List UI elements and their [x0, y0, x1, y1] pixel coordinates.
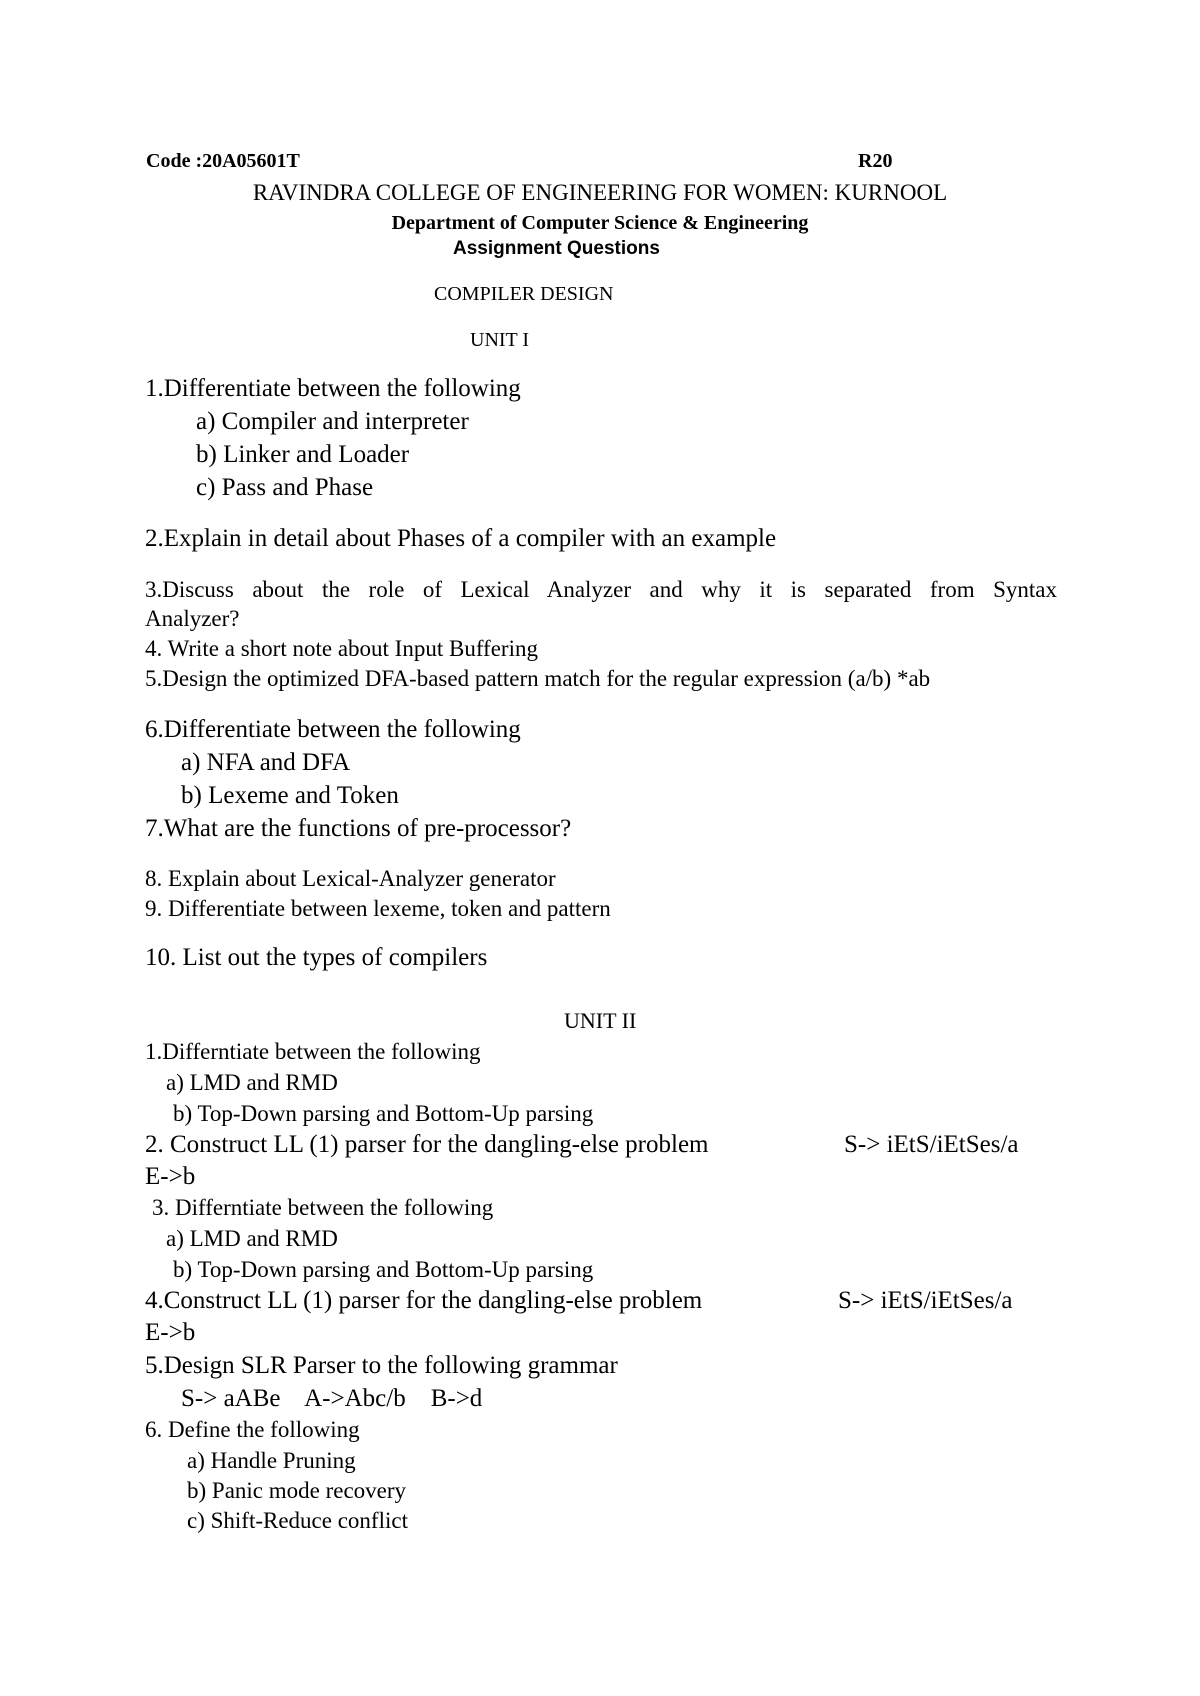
unit2-q2-grammar2: E->b: [145, 1163, 196, 1190]
unit1-q1-b: b) Linker and Loader: [196, 441, 410, 468]
unit1-q2: 2.Explain in detail about Phases of a compiler with an example: [145, 525, 777, 552]
unit2-q4: 4.Construct LL (1) parser for the dangling-else problem: [145, 1287, 703, 1314]
college-name: RAVINDRA COLLEGE OF ENGINEERING FOR WOMEN: KURNOOL: [252, 180, 948, 205]
unit1-q9: 9. Differentiate between lexeme, token and pattern: [145, 896, 611, 921]
unit1-q1-c: c) Pass and Phase: [196, 474, 374, 501]
unit2-q4-grammar: S-> iEtS/iEtSes/a: [838, 1287, 1013, 1314]
unit2-q1-a: a) LMD and RMD: [166, 1070, 338, 1095]
unit1-q7: 7.What are the functions of pre-processor?: [145, 815, 572, 842]
unit2-q3: 3. Differntiate between the following: [152, 1195, 494, 1220]
unit1-q6-a: a) NFA and DFA: [181, 749, 351, 776]
unit2-q1: 1.Differntiate between the following: [145, 1039, 481, 1064]
unit2-title: UNIT II: [564, 1008, 637, 1033]
unit2-q6-c: c) Shift-Reduce conflict: [187, 1508, 408, 1533]
unit1-q3-line1: 3.Discuss about the role of Lexical Analyzer and why it is separated from Syntax: [145, 577, 1057, 602]
course-code: Code :20A05601T: [146, 150, 300, 172]
unit2-q1-b: b) Top-Down parsing and Bottom-Up parsing: [173, 1101, 594, 1126]
unit1-q5: 5.Design the optimized DFA-based pattern match for the regular expression (a/b) *ab: [145, 666, 931, 691]
unit2-q5-grammar: S-> aABe A->Abc/b B->d: [181, 1385, 483, 1412]
subject-title: COMPILER DESIGN: [434, 283, 614, 305]
unit1-q8: 8. Explain about Lexical-Analyzer generator: [145, 866, 556, 891]
unit2-q4-grammar2: E->b: [145, 1319, 196, 1346]
unit1-q1-a: a) Compiler and interpreter: [196, 408, 469, 435]
unit2-q6-b: b) Panic mode recovery: [187, 1478, 407, 1503]
unit1-q3-line2: Analyzer?: [145, 606, 240, 631]
unit2-q6: 6. Define the following: [145, 1417, 360, 1442]
unit1-q1: 1.Differentiate between the following: [145, 375, 521, 402]
unit2-q3-b: b) Top-Down parsing and Bottom-Up parsing: [173, 1257, 594, 1282]
unit2-q2: 2. Construct LL (1) parser for the dangling-else problem: [145, 1131, 709, 1158]
unit2-q2-grammar: S-> iEtS/iEtSes/a: [844, 1131, 1019, 1158]
document-type: Assignment Questions: [453, 238, 660, 259]
regulation-code: R20: [858, 150, 893, 172]
unit1-q6: 6.Differentiate between the following: [145, 716, 521, 743]
unit1-q4: 4. Write a short note about Input Buffering: [145, 636, 538, 661]
unit2-q3-a: a) LMD and RMD: [166, 1226, 338, 1251]
unit1-q10: 10. List out the types of compilers: [145, 944, 488, 971]
unit2-q5: 5.Design SLR Parser to the following grammar: [145, 1352, 618, 1379]
department-name: Department of Computer Science & Engineering: [391, 212, 809, 234]
unit1-q6-b: b) Lexeme and Token: [181, 782, 399, 809]
unit2-q6-a: a) Handle Pruning: [187, 1448, 356, 1473]
unit1-title: UNIT I: [470, 329, 530, 351]
